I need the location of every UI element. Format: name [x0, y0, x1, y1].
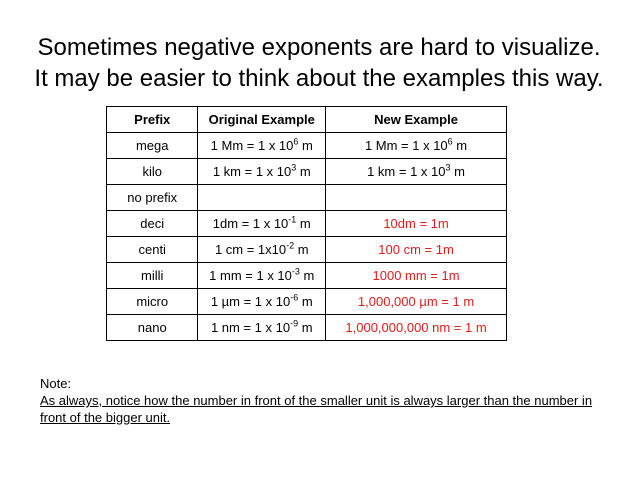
cell-original-example — [198, 159, 326, 185]
note — [40, 375, 620, 426]
page-title — [0, 32, 638, 94]
table-row — [107, 237, 507, 263]
cell-original-example — [198, 185, 326, 211]
cell-prefix: centi — [107, 237, 198, 263]
cell-original-example-unit: m — [294, 242, 309, 257]
table-row — [107, 185, 507, 211]
header-new-example: New Example — [326, 107, 507, 133]
cell-original-example — [198, 289, 326, 315]
cell-new-example — [326, 263, 507, 289]
cell-prefix: no prefix — [107, 185, 198, 211]
title-line-1: Sometimes negative exponents are hard to visualize. — [37, 34, 601, 61]
table-row — [107, 263, 507, 289]
cell-original-example-exponent: -3 — [291, 266, 300, 277]
prefix-table — [106, 106, 507, 341]
table-row — [107, 289, 507, 315]
table-body — [107, 133, 507, 341]
cell-original-example-text: 1dm = 1 x 10 — [212, 216, 289, 231]
cell-new-example — [326, 133, 507, 159]
cell-original-example-text: 1 cm = 1x10 — [214, 242, 287, 257]
cell-prefix: micro — [107, 289, 198, 315]
cell-original-example — [198, 237, 326, 263]
cell-new-example-text: 1,000,000,000 nm = 1 m — [345, 320, 487, 335]
cell-new-example — [326, 237, 507, 263]
cell-original-example — [198, 315, 326, 341]
cell-new-example-text: 1000 mm = 1m — [372, 268, 460, 283]
cell-new-example-exponent: 3 — [445, 162, 451, 173]
cell-new-example-text: 1 Mm = 1 x 10 — [364, 138, 448, 153]
cell-prefix: mega — [107, 133, 198, 159]
cell-original-example-text: 1 Mm = 1 x 10 — [210, 138, 294, 153]
table-header-row — [107, 107, 507, 133]
table-row — [107, 159, 507, 185]
cell-original-example-exponent: 6 — [293, 136, 299, 147]
cell-original-example — [198, 133, 326, 159]
cell-original-example-exponent: -9 — [290, 318, 299, 329]
title-line-2: It may be easier to think about the examples this way. — [34, 65, 604, 92]
cell-original-example — [198, 211, 326, 237]
cell-original-example-unit: m — [298, 138, 313, 153]
cell-new-example — [326, 315, 507, 341]
cell-new-example-text: 1 km = 1 x 10 — [367, 164, 446, 179]
cell-original-example-unit: m — [299, 268, 315, 283]
header-original-example: Original Example — [198, 107, 326, 133]
cell-prefix: deci — [107, 211, 198, 237]
cell-original-example-text: 1 nm = 1 x 10 — [210, 320, 291, 335]
cell-new-example-unit: m — [450, 164, 465, 179]
cell-prefix: nano — [107, 315, 198, 341]
cell-new-example — [326, 211, 507, 237]
cell-new-example-exponent: 6 — [447, 136, 453, 147]
cell-new-example-text: 100 cm = 1m — [378, 242, 454, 257]
cell-original-example-unit: m — [298, 320, 313, 335]
table-row — [107, 211, 507, 237]
cell-new-example-unit: m — [452, 138, 468, 153]
table-row — [107, 315, 507, 341]
cell-new-example — [326, 159, 507, 185]
cell-original-example-exponent: -1 — [288, 214, 297, 225]
header-prefix: Prefix — [107, 107, 198, 133]
cell-new-example-text: 10dm = 1m — [383, 216, 449, 231]
cell-new-example — [326, 185, 507, 211]
cell-original-example-unit: m — [296, 164, 311, 179]
cell-original-example-exponent: -2 — [286, 240, 295, 251]
cell-prefix: kilo — [107, 159, 198, 185]
note-body: As always, notice how the number in front of the smaller unit is always larger than the number in front of the bigger unit. — [40, 393, 593, 425]
cell-new-example-text: 1,000,000 µm = 1 m — [357, 294, 475, 309]
table-row — [107, 133, 507, 159]
cell-original-example — [198, 263, 326, 289]
note-heading: Note: — [40, 376, 72, 391]
cell-original-example-exponent: 3 — [291, 162, 297, 173]
cell-new-example — [326, 289, 507, 315]
cell-original-example-text: 1 mm = 1 x 10 — [209, 268, 292, 283]
cell-original-example-unit: m — [298, 294, 313, 309]
cell-original-example-unit: m — [296, 216, 311, 231]
cell-original-example-text: 1 km = 1 x 10 — [212, 164, 292, 179]
cell-original-example-exponent: -6 — [290, 292, 299, 303]
cell-original-example-text: 1 µm = 1 x 10 — [210, 294, 291, 309]
cell-prefix: milli — [107, 263, 198, 289]
